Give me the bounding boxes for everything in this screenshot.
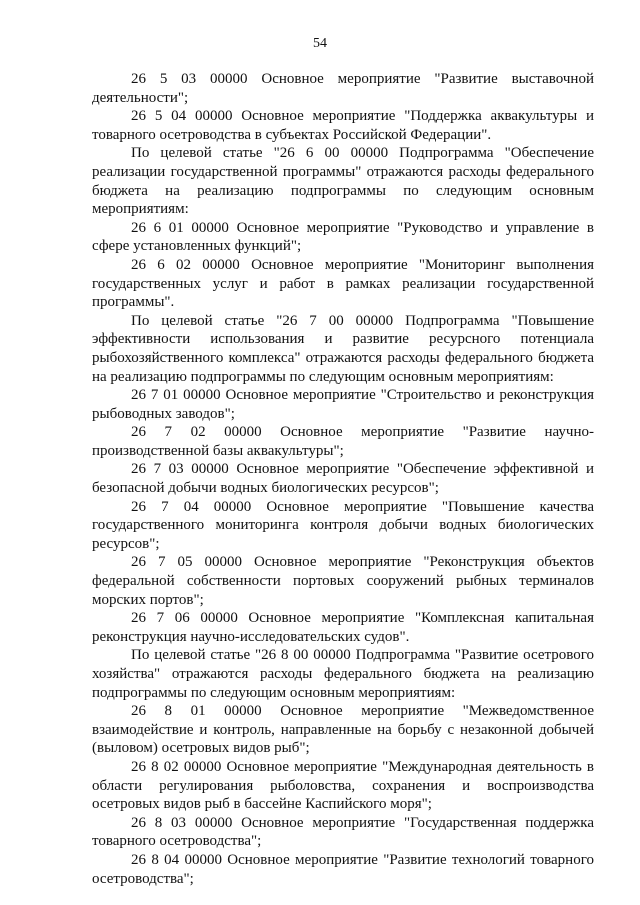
- paragraph: 26 8 04 00000 Основное мероприятие "Развитие технологий товарного осетроводства";: [92, 851, 594, 887]
- paragraph: 26 6 01 00000 Основное мероприятие "Руководство и управление в сфере установленных функций";: [92, 219, 594, 255]
- paragraph: 26 8 03 00000 Основное мероприятие "Государственная поддержка товарного осетроводства";: [92, 814, 594, 850]
- paragraph: 26 7 04 00000 Основное мероприятие "Повышение качества государственного мониторинга контроля добычи водных биологических ресурсов";: [92, 498, 594, 552]
- paragraph: 26 7 03 00000 Основное мероприятие "Обеспечение эффективной и безопасной добычи водных биологических ресурсов";: [92, 461, 594, 497]
- paragraph: 26 7 05 00000 Основное мероприятие "Реконструкция объектов федеральной собственности портовых сооружений рыбных терминалов морских портов";: [92, 554, 594, 608]
- paragraph: 26 7 01 00000 Основное мероприятие "Строительство и реконструкция рыбоводных заводов";: [92, 387, 594, 422]
- paragraph: 26 7 06 00000 Основное мероприятие "Комплексная капитальная реконструкция научно-исследовательских судов".: [92, 610, 594, 645]
- page-number: 54: [313, 36, 327, 51]
- paragraph: По целевой статье "26 7 00 00000 Подпрограмма "Повышение эффективности использования и развитие ресурсного потенциала рыбохозяйственного комплекса" отражаются расходы федерального бюджета на реализацию подпрограммы по следующим основным мероприятиям:: [92, 312, 594, 385]
- paragraph: 26 8 02 00000 Основное мероприятие "Международная деятельность в области регулирования рыболовства, сохранения и воспроизводства осетровых видов рыб в бассейне Каспийского моря";: [92, 758, 594, 813]
- paragraph: 26 6 02 00000 Основное мероприятие "Мониторинг выполнения государственных услуг и работ в рамках реализации государственной программы".: [92, 256, 594, 311]
- document-body: [92, 70, 594, 888]
- paragraph: 26 5 03 00000 Основное мероприятие "Развитие выставочной деятельности";: [92, 71, 594, 106]
- paragraph: 26 8 01 00000 Основное мероприятие "Межведомственное взаимодействие и контроль, направленные на борьбу с незаконной добычей (выловом) осетровых видов рыб";: [92, 703, 594, 757]
- paragraph: 26 5 04 00000 Основное мероприятие "Поддержка аквакультуры и товарного осетроводства в субъектах Российской Федерации".: [92, 108, 594, 143]
- paragraph: 26 7 02 00000 Основное мероприятие "Развитие научно-производственной базы аквакультуры";: [92, 424, 594, 459]
- paragraph: По целевой статье "26 8 00 00000 Подпрограмма "Развитие осетрового хозяйства" отражаются расходы федерального бюджета на реализацию подпрограммы по следующим основным мероприятиям:: [92, 647, 594, 701]
- paragraph: По целевой статье "26 6 00 00000 Подпрограмма "Обеспечение реализации государственной программы" отражаются расходы федерального бюджета на реализацию подпрограммы по следующим основным мероприятиям:: [92, 145, 594, 218]
